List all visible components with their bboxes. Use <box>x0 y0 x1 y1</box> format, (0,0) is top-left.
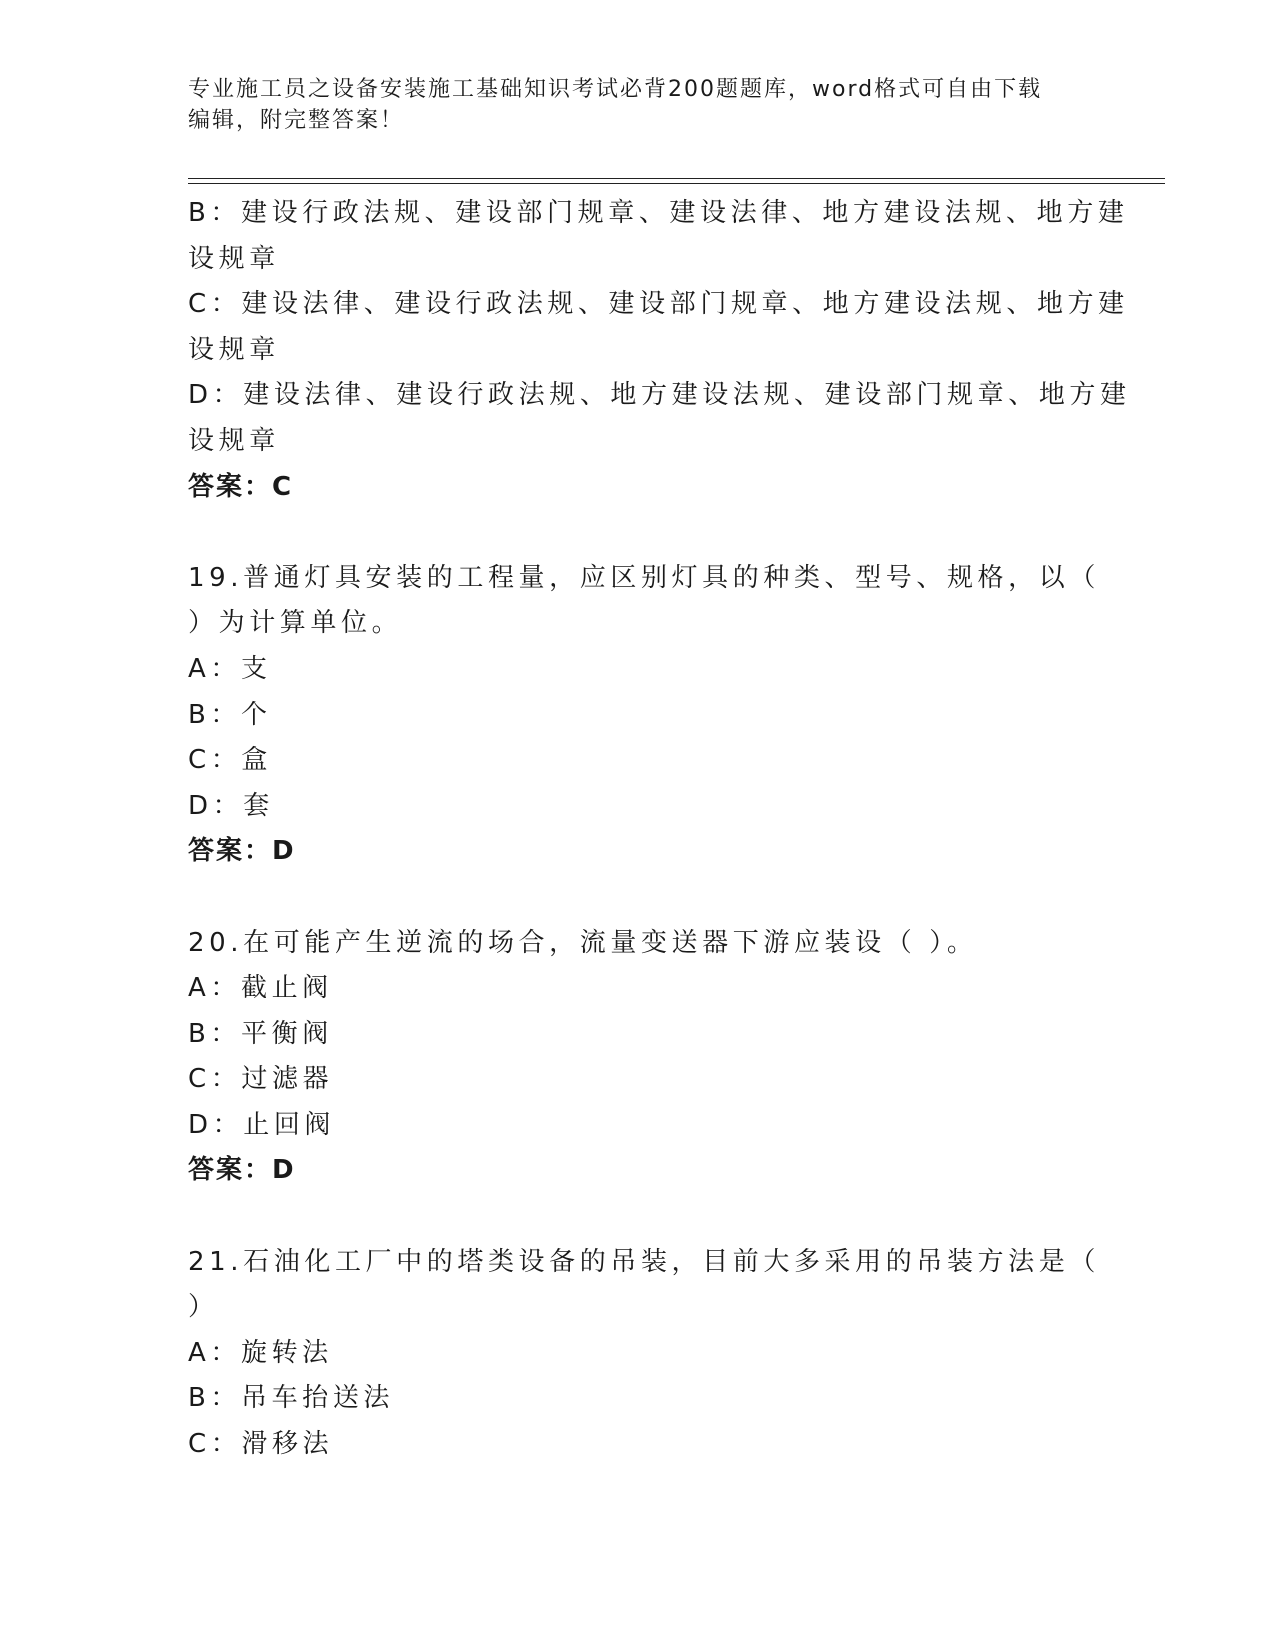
header-line-2: 编辑，附完整答案！ <box>188 108 405 133</box>
question-18 <box>188 191 1131 510</box>
q21-stem-line-1: 21.石油化工厂中的塔类设备的吊装，目前大多采用的吊装方法是（ <box>188 1246 1100 1277</box>
question-20 <box>188 921 1088 1195</box>
q20-stem-line-1: 20.在可能产生逆流的场合，流量变送器下游应装设（ ）。 <box>188 927 978 958</box>
header-line-1: 专业施工员之设备安装施工基础知识考试必背200题题库，word格式可自由下载 <box>188 77 1043 102</box>
spacer <box>188 510 1088 556</box>
q20-option-d: D：止回阀 <box>188 1109 336 1140</box>
header-divider-top <box>188 178 1165 179</box>
q19-answer: 答案：D <box>188 836 296 867</box>
q19-option-a: A：支 <box>188 653 272 684</box>
q20-option-c: C：过滤器 <box>188 1064 334 1095</box>
q20-answer: 答案：D <box>188 1155 296 1186</box>
q21-option-b: B：吊车抬送法 <box>188 1383 395 1414</box>
spacer <box>188 1194 1088 1240</box>
q19-option-b: B：个 <box>188 699 272 730</box>
q18-answer: 答案：C <box>188 471 294 502</box>
q21-option-a: A：旋转法 <box>188 1337 333 1368</box>
document-header <box>188 74 1088 136</box>
question-21 <box>188 1240 1100 1468</box>
q18-option-c-line-2: 设规章 <box>188 334 280 365</box>
q19-option-c: C：盒 <box>188 745 272 776</box>
q21-stem-line-2: ） <box>188 1292 219 1323</box>
q18-option-d-line-1: D：建设法律、建设行政法规、地方建设法规、建设部门规章、地方建 <box>188 380 1131 411</box>
question-list <box>188 191 1131 1468</box>
q18-option-b-line-1: B：建设行政法规、建设部门规章、建设法律、地方建设法规、地方建 <box>188 198 1129 228</box>
q21-option-c: C：滑移法 <box>188 1429 334 1460</box>
q18-option-b-line-2: 设规章 <box>188 243 280 274</box>
q18-option-c-line-1: C：建设法律、建设行政法规、建设部门规章、地方建设法规、地方建 <box>188 289 1129 320</box>
header-divider-bottom <box>188 183 1165 184</box>
q18-option-d-line-2: 设规章 <box>188 425 280 456</box>
q19-stem-line-2: ）为计算单位。 <box>188 608 403 639</box>
q20-option-a: A：截止阀 <box>188 973 333 1004</box>
spacer <box>188 875 1088 921</box>
q19-stem-line-1: 19.普通灯具安装的工程量，应区别灯具的种类、型号、规格，以（ <box>188 562 1100 593</box>
question-19 <box>188 556 1100 875</box>
q19-option-d: D：套 <box>188 790 274 821</box>
q20-option-b: B：平衡阀 <box>188 1018 333 1049</box>
